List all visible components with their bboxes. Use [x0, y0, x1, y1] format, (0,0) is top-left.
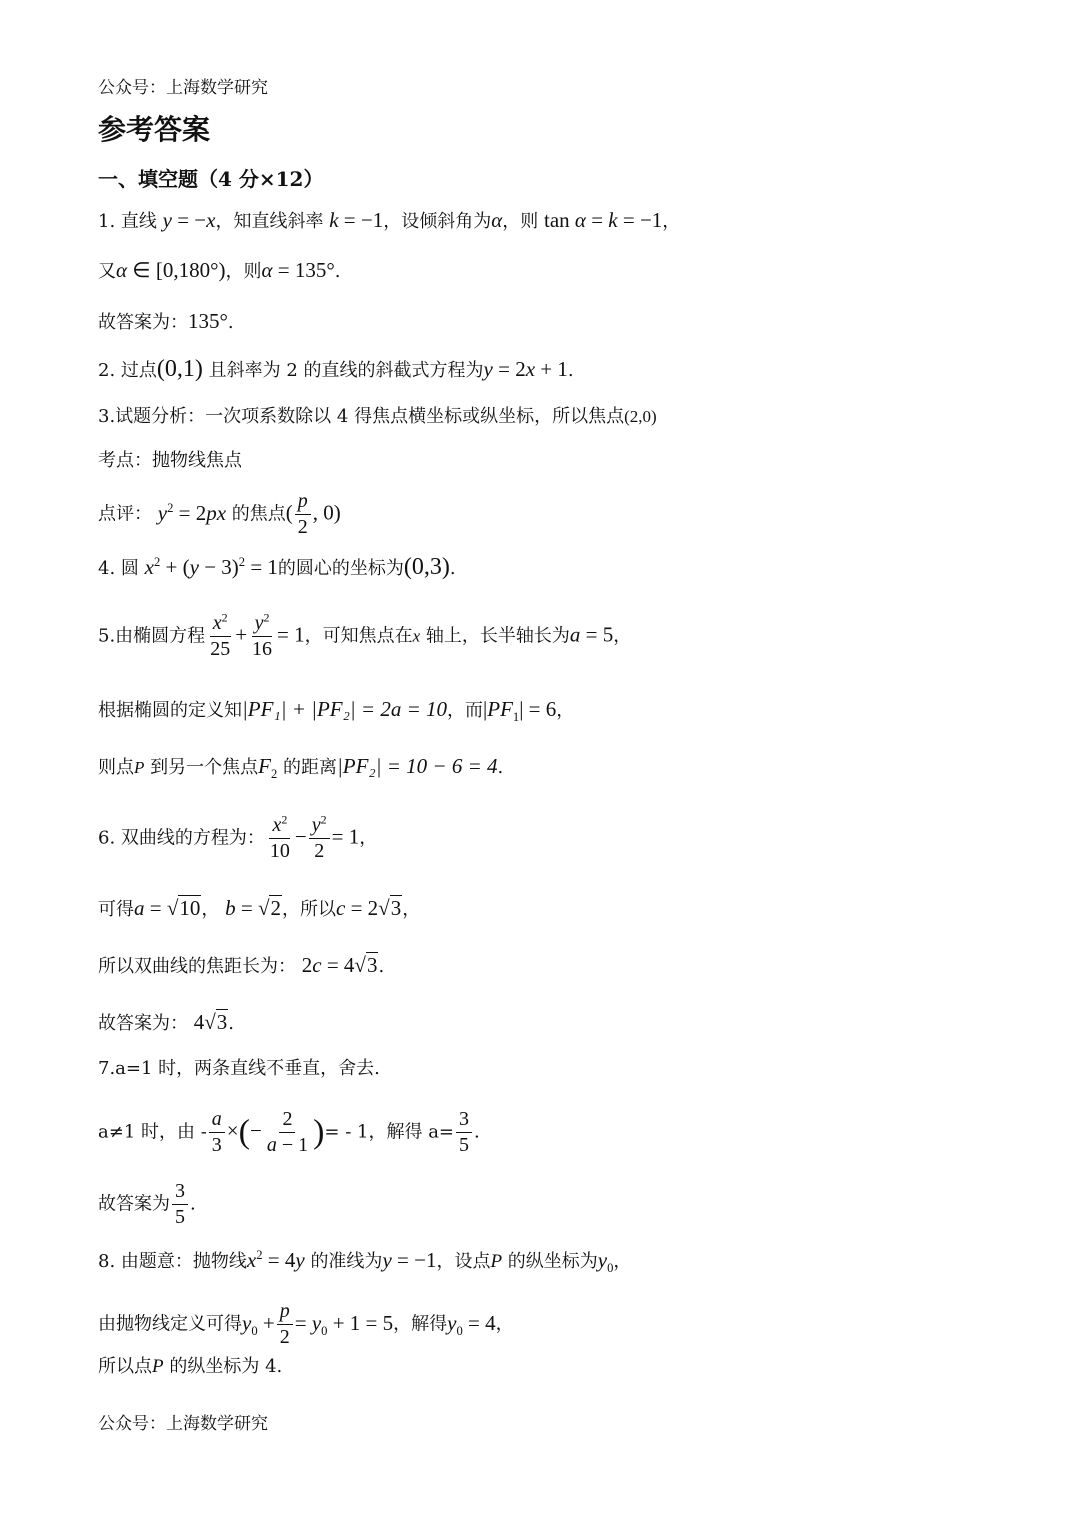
page-title: 参考答案 [98, 113, 211, 146]
q3-line: 3.试题分析：一次项系数除以 4 得焦点横坐标或纵坐标，所以焦点(2,0) [98, 406, 657, 427]
q5-line2: 根据椭圆的定义知|PF₁| + |PF₂| = 2a = 10，而$|PF_1| = 6$， [98, 697, 575, 725]
q7-line2: a≠1 时，由 - $\frac{a}{3}$ ×(− $\frac{2}{a - 1}$ )= - 1，解得 a= $\frac{3}{5}$ . [98, 1108, 480, 1156]
q5-line1: 5.由椭圆方程 $\frac{x^2}{25}$ + $\frac{y^2}{16}$ = 1，可知焦点在x 轴上，长半轴长为a = 5， [98, 610, 632, 660]
section-heading: 一、填空题（4 分×12） [98, 167, 324, 191]
q7-line1: 7.a=1 时，两条直线不垂直，舍去. [98, 1058, 380, 1079]
q7-answer: 故答案为 $\frac{3}{5}$ . [98, 1180, 196, 1228]
q8-line2: 由抛物线定义可得$y_0$ + $\frac{p}{2}$ = $y_0 + 1 = 5$，解得$y_0 = 4$， [98, 1300, 514, 1348]
q1-line1: 1. 直线 y = −x，知直线斜率 k = −1，设倾斜角为α，则 tan α = k = −1， [98, 208, 681, 232]
q6-line3: 所以双曲线的焦距长为： 2c = 4√3. [98, 953, 385, 977]
page-footer: 公众号：上海数学研究 [98, 1414, 268, 1434]
q6-answer: 故答案为： 4√3. [98, 1010, 234, 1034]
q6-line1: 6. 双曲线的方程为： $\frac{x^2}{10}$ − $\frac{y^2}{2}$ = 1， [98, 812, 378, 862]
page-header: 公众号：上海数学研究 [98, 78, 268, 98]
q8-line3: 所以点P 的纵坐标为 4. [98, 1356, 283, 1377]
q2-line: 2. 过点(0,1) 且斜率为 2 的直线的斜截式方程为y = 2x + 1. [98, 356, 574, 382]
q3-comment: 点评： $y^2 = 2px$ 的焦点( $\frac{p}{2}$ , 0) [98, 490, 341, 538]
q1-line2: 又α ∈ [0,180°)，则α = 135°. [98, 258, 341, 282]
q5-line3: 则点P 到另一个焦点$F_2$ 的距离|PF₂| = 10 − 6 = 4. [98, 754, 504, 782]
q6-line2: 可得a = √10， b = √2，所以c = 2√3， [98, 896, 421, 920]
q4-line: 4. 圆 $x^2 + (y - 3)^2 = 1$的圆心的坐标为(0,3). [98, 554, 456, 580]
q1-answer: 故答案为：135°. [98, 309, 234, 333]
q3-keypoint: 考点：抛物线焦点 [98, 450, 242, 471]
q8-line1: 8. 由题意：抛物线$x^2 = 4y$ 的准线为y = −1，设点P 的纵坐标为$y_0$， [98, 1248, 632, 1276]
